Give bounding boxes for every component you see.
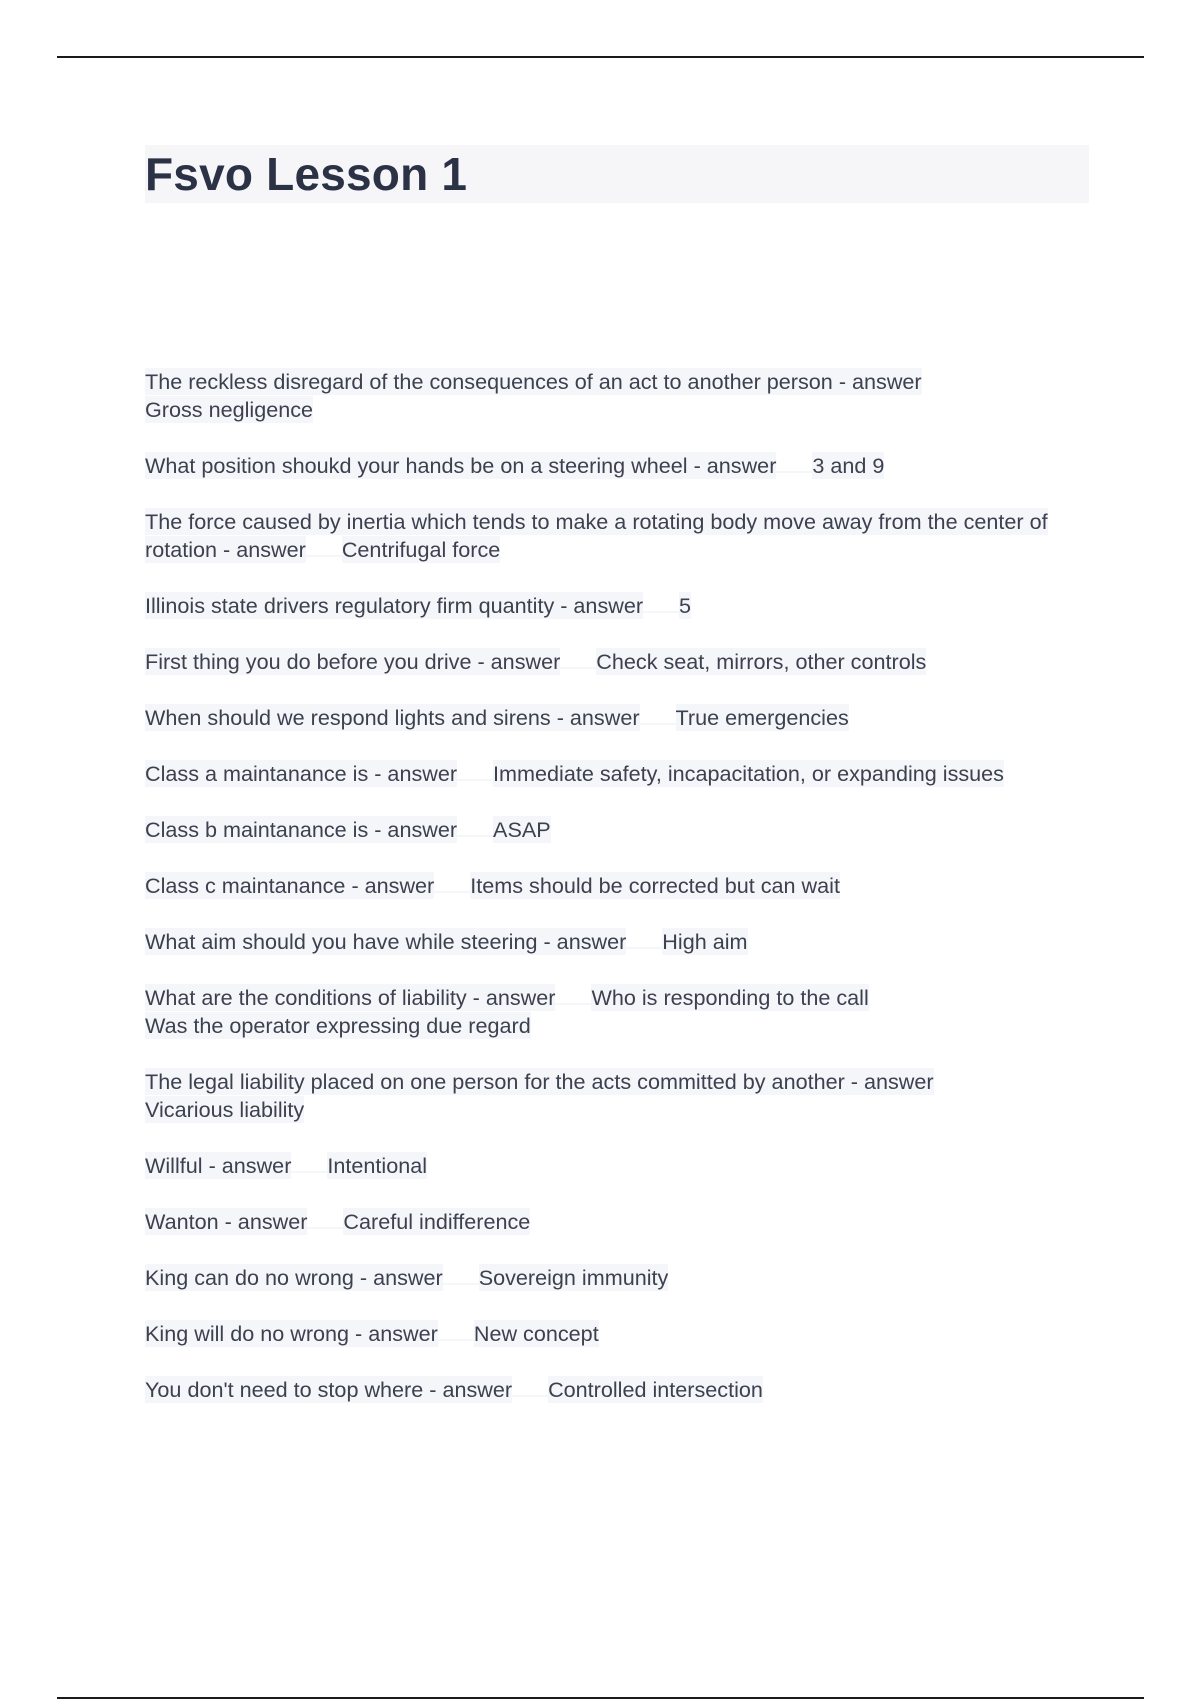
answer-text: Gross negligence	[145, 397, 314, 422]
answer-text: Centrifugal force	[341, 537, 501, 562]
answer-gap	[457, 779, 493, 781]
answer-text: Who is responding to the call	[591, 985, 869, 1010]
question-text: King will do no wrong - answer	[145, 1321, 438, 1346]
question-text: Class c maintanance - answer	[145, 873, 435, 898]
answer-text: True emergencies	[675, 705, 849, 730]
qa-item	[145, 1068, 1075, 1124]
answer-text: Check seat, mirrors, other controls	[596, 649, 927, 674]
page-title: Fsvo Lesson 1	[145, 148, 468, 200]
answer-gap	[307, 1227, 343, 1229]
question-text: When should we respond lights and sirens - answer	[145, 705, 640, 730]
answer-gap	[776, 471, 812, 473]
qa-item	[145, 1320, 1075, 1348]
question-text: Class b maintanance is - answer	[145, 817, 458, 842]
answer-text: Sovereign immunity	[478, 1265, 669, 1290]
top-rule	[57, 56, 1144, 58]
answer-gap	[512, 1395, 548, 1397]
qa-item	[145, 928, 1075, 956]
question-text: What position shoukd your hands be on a steering wheel - answer	[145, 453, 777, 478]
answer-gap	[560, 667, 596, 669]
qa-item	[145, 1376, 1075, 1404]
qa-item	[145, 1152, 1075, 1180]
qa-item	[145, 592, 1075, 620]
question-text: What aim should you have while steering - answer	[145, 929, 627, 954]
answer-gap	[555, 1003, 591, 1005]
answer-text: Vicarious liability	[145, 1097, 305, 1122]
answer-text: ASAP	[493, 817, 551, 842]
qa-item	[145, 648, 1075, 676]
answer-text: High aim	[662, 929, 748, 954]
answer-gap	[438, 1339, 474, 1341]
question-text: The force caused by inertia which tends to make a rotating body move away from the center of rotation - answer	[145, 509, 1048, 562]
answer-text: Items should be corrected but can wait	[470, 873, 840, 898]
question-text: The reckless disregard of the consequences of an act to another person - answer	[145, 369, 922, 394]
qa-item	[145, 1208, 1075, 1236]
answer-text: Careful indifference	[343, 1209, 531, 1234]
answer-text: Controlled intersection	[548, 1377, 763, 1402]
qa-item	[145, 368, 1075, 424]
answer-text: 5	[679, 593, 692, 618]
answer-text-line2: Was the operator expressing due regard	[145, 1013, 531, 1038]
question-text: First thing you do before you drive - answer	[145, 649, 561, 674]
question-text: King can do no wrong - answer	[145, 1265, 443, 1290]
qa-item	[145, 508, 1075, 564]
answer-gap	[291, 1171, 327, 1173]
question-text: Wanton - answer	[145, 1209, 308, 1234]
question-text: Illinois state drivers regulatory firm quantity - answer	[145, 593, 644, 618]
bottom-rule	[57, 1697, 1144, 1699]
answer-text: Intentional	[327, 1153, 428, 1178]
qa-list	[145, 368, 1075, 1432]
answer-gap	[306, 555, 342, 557]
qa-item	[145, 984, 1075, 1040]
qa-item	[145, 816, 1075, 844]
qa-item	[145, 452, 1075, 480]
question-text: Class a maintanance is - answer	[145, 761, 458, 786]
question-text: You don't need to stop where - answer	[145, 1377, 513, 1402]
answer-gap	[443, 1283, 479, 1285]
answer-gap	[434, 891, 470, 893]
answer-text: Immediate safety, incapacitation, or expanding issues	[493, 761, 1004, 786]
answer-gap	[626, 947, 662, 949]
question-text: The legal liability placed on one person for the acts committed by another - answer	[145, 1069, 934, 1094]
question-text: Willful - answer	[145, 1153, 292, 1178]
answer-text: 3 and 9	[812, 453, 885, 478]
qa-item	[145, 1264, 1075, 1292]
qa-item	[145, 760, 1075, 788]
qa-item	[145, 872, 1075, 900]
answer-gap	[643, 611, 679, 613]
qa-item	[145, 704, 1075, 732]
answer-gap	[640, 723, 676, 725]
answer-gap	[457, 835, 493, 837]
question-text: What are the conditions of liability - answer	[145, 985, 556, 1010]
answer-text: New concept	[473, 1321, 599, 1346]
